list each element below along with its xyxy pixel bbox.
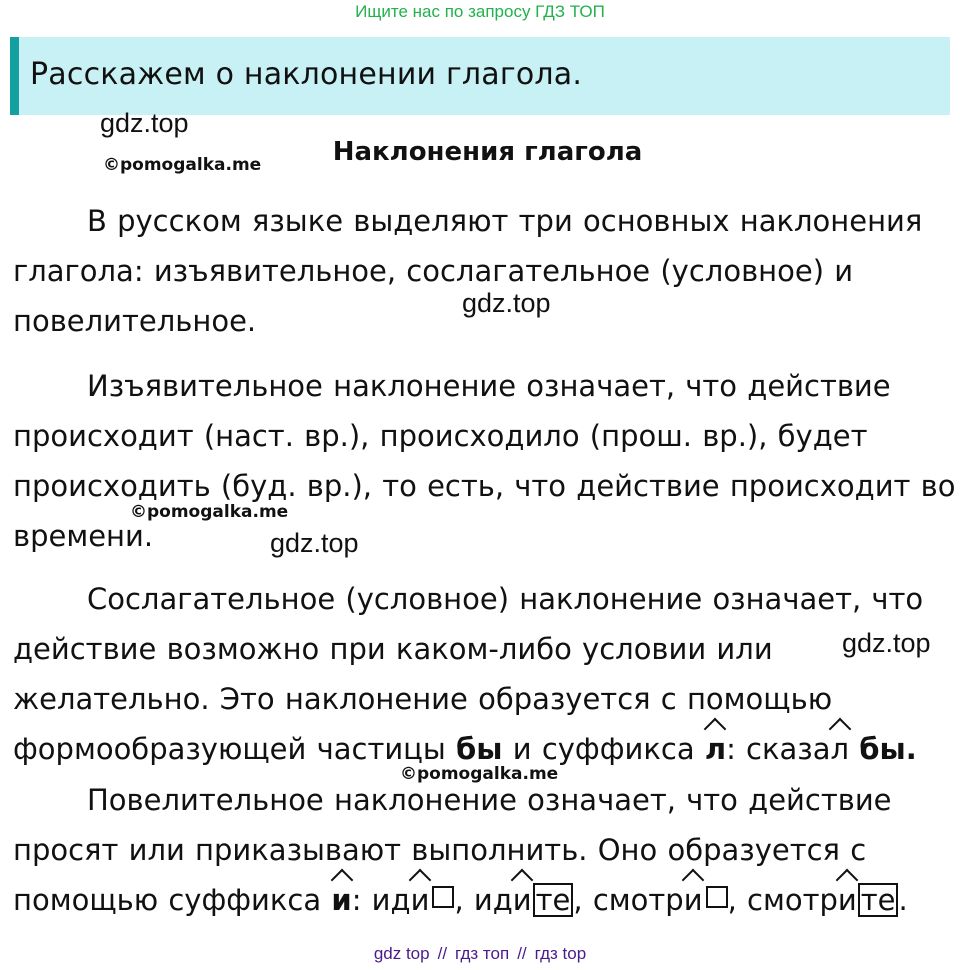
header-title: Расскажем о наклонении глагола. (30, 57, 583, 92)
text-line: происходить (буд. вр.), то есть, что действие происходит во (13, 469, 956, 503)
text-line: Изъявительное наклонение означает, что действие (87, 369, 891, 403)
text-run: : сказа (726, 732, 831, 766)
header-accent-bar (10, 37, 19, 115)
paragraph-4 (13, 775, 948, 925)
suffix-i-marked: и (411, 875, 430, 925)
text-line: Сослагательное (условное) наклонение означает, что (87, 582, 924, 616)
text-line: Повелительное наклонение означает, что действие (87, 783, 892, 817)
zero-ending-box (432, 886, 454, 908)
suffix-l-marked: л (705, 724, 726, 774)
watermark-gdz: gdz.top (842, 628, 931, 658)
footer-link-gdz-top[interactable]: gdz top (373, 944, 430, 963)
text-line: просят или приказывают выполнить. Оно образуется с (13, 833, 867, 867)
watermark-gdz: gdz.top (462, 288, 551, 318)
text-run: , смотр (573, 883, 684, 917)
watermark-pomogalka: ©pomogalka.me (400, 764, 559, 784)
watermark-gdz: gdz.top (270, 528, 359, 558)
text-line: времени. (13, 519, 154, 553)
text-run: помощью суффикса (13, 883, 332, 917)
text-line: действие возможно при каком-либо условии или (13, 632, 773, 666)
ending-box: те (858, 883, 899, 917)
ending-box: те (533, 883, 574, 917)
footer-link-gdz-top-mixed[interactable]: гдз top (534, 944, 587, 963)
text-run: и суффикса (502, 732, 705, 766)
footer-link-gdz-top-ru[interactable]: гдз топ (455, 944, 510, 963)
footer-separator: // (437, 944, 448, 963)
text-line: происходит (наст. вр.), происходило (прош. вр.), будет (13, 419, 868, 453)
paragraph-3 (13, 574, 948, 774)
text-run: , смотр (727, 883, 838, 917)
section-title: Наклонения глагола (332, 137, 643, 167)
particle-by: бы (456, 732, 503, 766)
paragraph-2 (13, 361, 956, 561)
paragraph-1 (13, 196, 948, 346)
text-run: , ид (454, 883, 513, 917)
text-run: : ид (351, 883, 411, 917)
text-line: желательно. Это наклонение образуется с помощью (13, 682, 833, 716)
text-line: В русском языке выделяют три основных наклонения (87, 204, 923, 238)
suffix-l-marked: л (830, 724, 849, 774)
particle-by: бы. (859, 732, 917, 766)
text-line (13, 875, 948, 925)
suffix-i-marked: и (838, 875, 857, 925)
watermark-pomogalka: ©pomogalka.me (103, 155, 262, 175)
footer-separator: // (517, 944, 527, 963)
text-run: . (898, 883, 908, 917)
zero-ending-box (706, 886, 728, 908)
watermark-gdz: gdz.top (100, 108, 189, 138)
watermark-pomogalka: ©pomogalka.me (130, 502, 289, 522)
top-banner: Ищите нас по запросу ГДЗ ТОП (355, 2, 605, 21)
text-line: глагола: изъявительное, сослагательное (условное) и (13, 254, 854, 288)
suffix-i-marked: и (331, 875, 351, 925)
text-run: формообразующей частицы (13, 732, 457, 766)
header-box (10, 37, 950, 115)
suffix-i-marked: и (684, 875, 703, 925)
text-line: повелительное. (13, 304, 257, 338)
footer (0, 944, 960, 964)
text-run (849, 732, 859, 766)
suffix-i-marked: и (513, 875, 532, 925)
